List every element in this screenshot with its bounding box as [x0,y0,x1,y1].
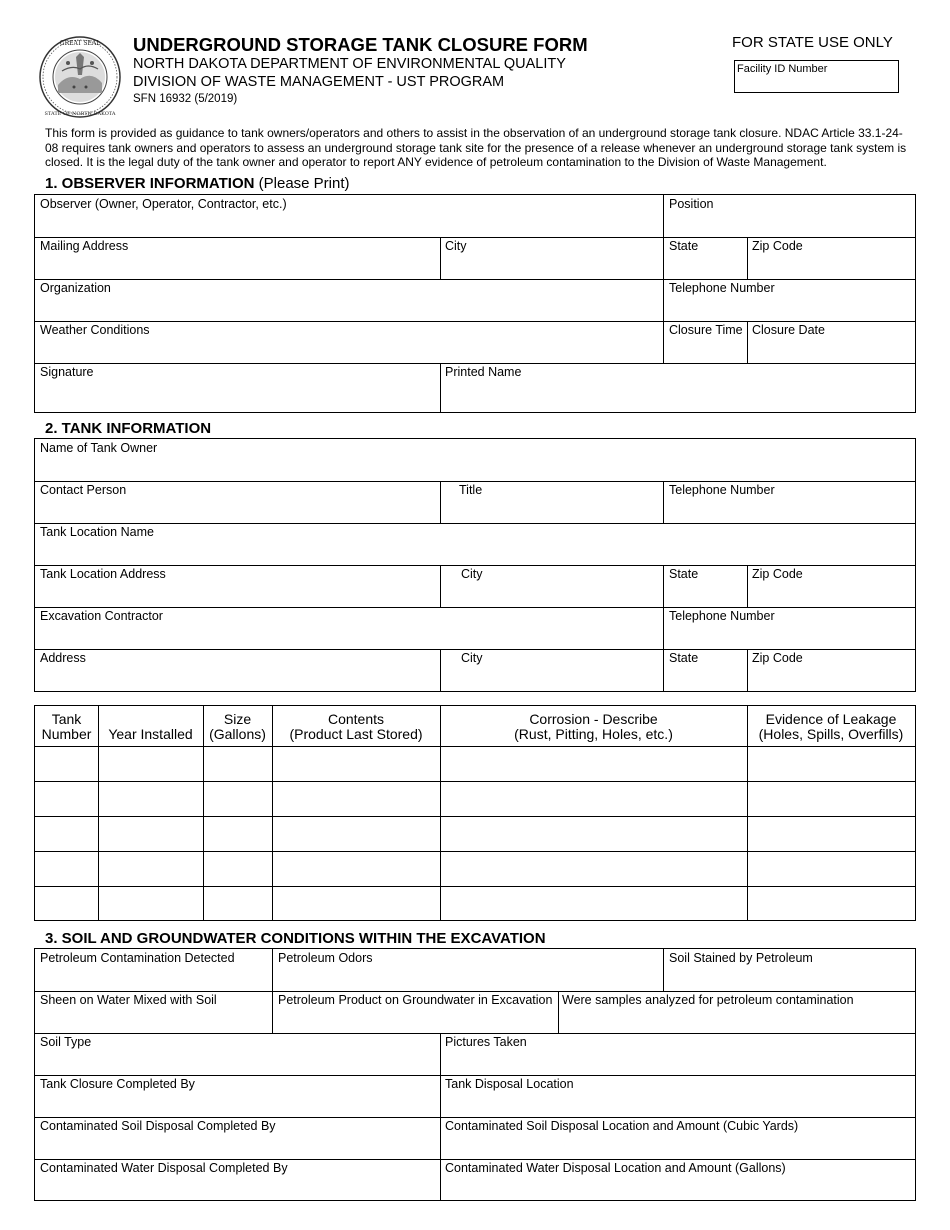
closure-date-field[interactable]: Closure Date [752,323,825,337]
col-tank-number [35,712,98,742]
soil-stained-field[interactable]: Soil Stained by Petroleum [669,951,813,965]
col-size-line1: Size [223,711,252,727]
owner-telephone-field[interactable]: Telephone Number [669,483,775,497]
mailing-address-field[interactable]: Mailing Address [40,239,129,253]
weather-conditions-field[interactable]: Weather Conditions [40,323,150,337]
telephone-field[interactable]: Telephone Number [669,281,775,295]
section-3-heading: 3. SOIL AND GROUNDWATER CONDITIONS WITHIN THE EXCAVATION [45,930,546,947]
col-corrosion [440,712,747,742]
title-field[interactable]: Title [459,483,483,497]
tank-state-field[interactable]: State [669,567,699,581]
soil-disposal-location-field[interactable]: Contaminated Soil Disposal Location and Amount (Cubic Yards) [445,1119,799,1133]
soil-type-field[interactable]: Soil Type [40,1035,92,1049]
tank-city-field[interactable]: City [461,567,483,581]
col-size-line2: (Gallons) [209,726,266,742]
col-size [203,712,272,742]
section-1-subtitle: (Please Print) [258,175,350,192]
sheen-on-water-field[interactable]: Sheen on Water Mixed with Soil [40,993,217,1007]
col-tank-number-line1: Tank [51,711,82,727]
section-1-heading [45,175,350,192]
tank-owner-field[interactable]: Name of Tank Owner [40,441,158,455]
intro-paragraph: This form is provided as guidance to tank owners/operators and others to assist in the observation of an underground storage tank closure. NDAC Article 33.1-24-08 requires tank owners and operators to assess an underground storage tank site for the presence of a release whenever an underground storage tank system is closed. It is the legal duty of the tank owner and operator to report ANY evidence of petroleum contamination to the Division of Waste Management. [45,126,907,169]
position-field[interactable]: Position [669,197,714,211]
col-leakage-line1: Evidence of Leakage [765,711,897,727]
samples-analyzed-field[interactable]: Were samples analyzed for petroleum contamination [562,993,854,1007]
seal-top-text: GREAT SEAL [59,40,101,47]
tank-location-address-field[interactable]: Tank Location Address [40,567,166,581]
observer-field[interactable]: Observer (Owner, Operator, Contractor, etc.) [40,197,287,211]
tank-closure-by-field[interactable]: Tank Closure Completed By [40,1077,195,1091]
seal-bottom-text: STATE OF NORTH DAKOTA [44,111,116,117]
water-disposal-location-field[interactable]: Contaminated Water Disposal Location and Amount (Gallons) [445,1161,786,1175]
col-tank-number-line2: Number [41,726,92,742]
facility-id-label: Facility ID Number [737,63,828,75]
section-2-heading: 2. TANK INFORMATION [45,420,212,437]
state-seal-logo [38,35,122,119]
city-field[interactable]: City [445,239,467,253]
contractor-telephone-field[interactable]: Telephone Number [669,609,775,623]
excavation-contractor-field[interactable]: Excavation Contractor [40,609,163,623]
tank-info-grid [34,438,916,692]
state-use-label: FOR STATE USE ONLY [732,34,893,51]
form-number: SFN 16932 (5/2019) [133,93,238,105]
organization-field[interactable]: Organization [40,281,111,295]
tank-table [34,705,916,921]
petroleum-odors-field[interactable]: Petroleum Odors [278,951,373,965]
department-name: NORTH DAKOTA DEPARTMENT OF ENVIRONMENTAL QUALITY [133,56,566,72]
state-field[interactable]: State [669,239,699,253]
col-year-installed: Year Installed [108,726,193,742]
tank-zip-field[interactable]: Zip Code [752,567,803,581]
water-disposal-by-field[interactable]: Contaminated Water Disposal Completed By [40,1161,288,1175]
col-contents-line1: Contents [327,711,385,727]
product-on-groundwater-field[interactable]: Petroleum Product on Groundwater in Excavation [278,993,553,1007]
division-name: DIVISION OF WASTE MANAGEMENT - UST PROGRAM [133,74,505,90]
facility-id-field[interactable] [734,60,899,93]
tank-disposal-location-field[interactable]: Tank Disposal Location [445,1077,574,1091]
soil-disposal-by-field[interactable]: Contaminated Soil Disposal Completed By [40,1119,276,1133]
contamination-detected-field[interactable]: Petroleum Contamination Detected [40,951,235,965]
soil-conditions-grid [34,948,916,1201]
observer-info-grid [34,194,916,413]
contractor-zip-field[interactable]: Zip Code [752,651,803,665]
col-contents [272,712,440,742]
col-contents-line2: (Product Last Stored) [289,726,423,742]
printed-name-field[interactable]: Printed Name [445,365,522,379]
zip-code-field[interactable]: Zip Code [752,239,803,253]
contractor-state-field[interactable]: State [669,651,699,665]
contractor-city-field[interactable]: City [461,651,483,665]
section-1-title: 1. OBSERVER INFORMATION [45,175,255,192]
col-leakage [747,712,915,742]
contractor-address-field[interactable]: Address [40,651,86,665]
closure-time-field[interactable]: Closure Time [669,323,743,337]
signature-field[interactable]: Signature [40,365,94,379]
col-corrosion-line1: Corrosion - Describe [529,711,658,727]
pictures-taken-field[interactable]: Pictures Taken [445,1035,527,1049]
contact-person-field[interactable]: Contact Person [40,483,127,497]
col-leakage-line2: (Holes, Spills, Overfills) [758,726,904,742]
tank-location-name-field[interactable]: Tank Location Name [40,525,154,539]
col-corrosion-line2: (Rust, Pitting, Holes, etc.) [514,726,673,742]
form-title: UNDERGROUND STORAGE TANK CLOSURE FORM [133,34,588,55]
